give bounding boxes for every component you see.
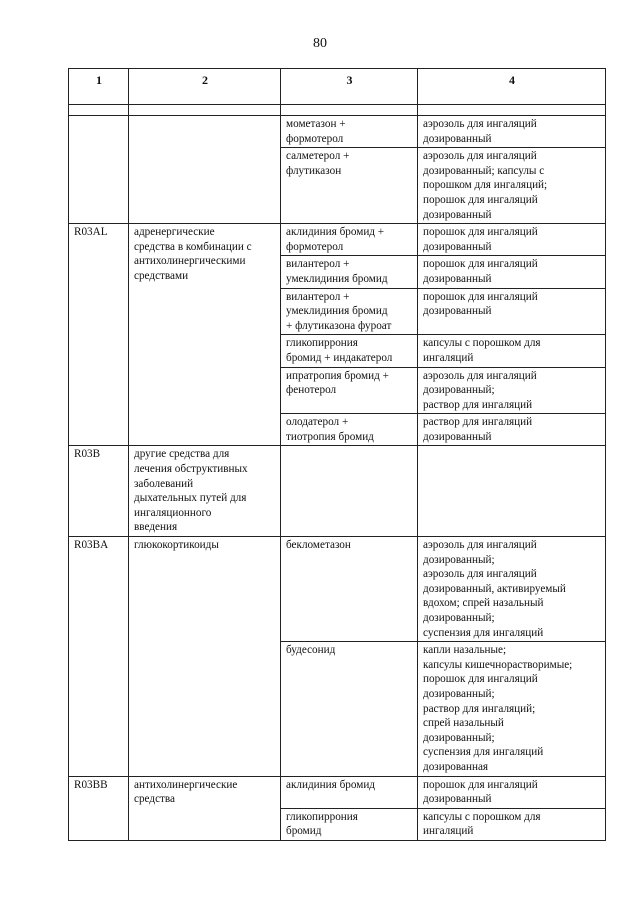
table-cell-spacer — [418, 105, 606, 116]
atc-code-cell: R03B — [69, 446, 129, 537]
dosage-form-cell: аэрозоль для ингаляций дозированный; раствор для ингаляций — [418, 367, 606, 414]
table-cell-spacer — [69, 105, 129, 116]
header-col-1: 1 — [69, 69, 129, 105]
dosage-form-cell: капли назальные; капсулы кишечнорастворимые; порошок для ингаляций дозированный; раствор для ингаляций; спрей назальный дозированный; суспензия для ингаляций дозированная — [418, 642, 606, 776]
dosage-form-cell: аэрозоль для ингаляций дозированный — [418, 116, 606, 148]
table-row — [69, 776, 606, 808]
substance-cell — [281, 446, 418, 537]
atc-code-cell: R03AL — [69, 224, 129, 446]
table-row — [69, 116, 606, 148]
table-row — [69, 105, 606, 116]
dosage-form-cell: капсулы с порошком для ингаляций — [418, 335, 606, 367]
table-cell-spacer — [281, 105, 418, 116]
table-row — [69, 537, 606, 642]
substance-cell: аклидиния бромид + формотерол — [281, 224, 418, 256]
atc-group-cell — [129, 116, 281, 224]
substance-cell: салметерол + флутиказон — [281, 148, 418, 224]
dosage-form-cell — [418, 446, 606, 537]
substance-cell: беклометазон — [281, 537, 418, 642]
atc-group-cell: адренергические средства в комбинации с антихолинергическими средствами — [129, 224, 281, 446]
drug-table — [68, 68, 606, 841]
atc-group-cell: другие средства для лечения обструктивных заболеваний дыхательных путей для ингаляционного введения — [129, 446, 281, 537]
substance-cell: вилантерол + умеклидиния бромид + флутиказона фуроат — [281, 288, 418, 335]
substance-cell: ипратропия бромид + фенотерол — [281, 367, 418, 414]
dosage-form-cell: раствор для ингаляций дозированный — [418, 414, 606, 446]
substance-cell: будесонид — [281, 642, 418, 776]
dosage-form-cell: аэрозоль для ингаляций дозированный; аэрозоль для ингаляций дозированный, активируемый вдохом; спрей назальный дозированный; суспензия для ингаляций — [418, 537, 606, 642]
table-header-row — [69, 69, 606, 105]
table-row — [69, 446, 606, 537]
atc-code-cell — [69, 116, 129, 224]
dosage-form-cell: порошок для ингаляций дозированный — [418, 224, 606, 256]
header-col-4: 4 — [418, 69, 606, 105]
substance-cell: олодатерол + тиотропия бромид — [281, 414, 418, 446]
dosage-form-cell: порошок для ингаляций дозированный — [418, 776, 606, 808]
dosage-form-cell: порошок для ингаляций дозированный — [418, 288, 606, 335]
atc-code-cell: R03BA — [69, 537, 129, 777]
table-row — [69, 224, 606, 256]
atc-group-cell: глюкокортикоиды — [129, 537, 281, 777]
header-col-2: 2 — [129, 69, 281, 105]
substance-cell: аклидиния бромид — [281, 776, 418, 808]
dosage-form-cell: аэрозоль для ингаляций дозированный; капсулы с порошком для ингаляций; порошок для ингаляций дозированный — [418, 148, 606, 224]
atc-code-cell: R03BB — [69, 776, 129, 840]
substance-cell: гликопиррония бромид — [281, 808, 418, 840]
atc-group-cell: антихолинергические средства — [129, 776, 281, 840]
substance-cell: мометазон + формотерол — [281, 116, 418, 148]
table-cell-spacer — [129, 105, 281, 116]
substance-cell: гликопиррония бромид + индакатерол — [281, 335, 418, 367]
substance-cell: вилантерол + умеклидиния бромид — [281, 256, 418, 288]
dosage-form-cell: порошок для ингаляций дозированный — [418, 256, 606, 288]
header-col-3: 3 — [281, 69, 418, 105]
dosage-form-cell: капсулы с порошком для ингаляций — [418, 808, 606, 840]
page-number: 80 — [313, 36, 327, 51]
